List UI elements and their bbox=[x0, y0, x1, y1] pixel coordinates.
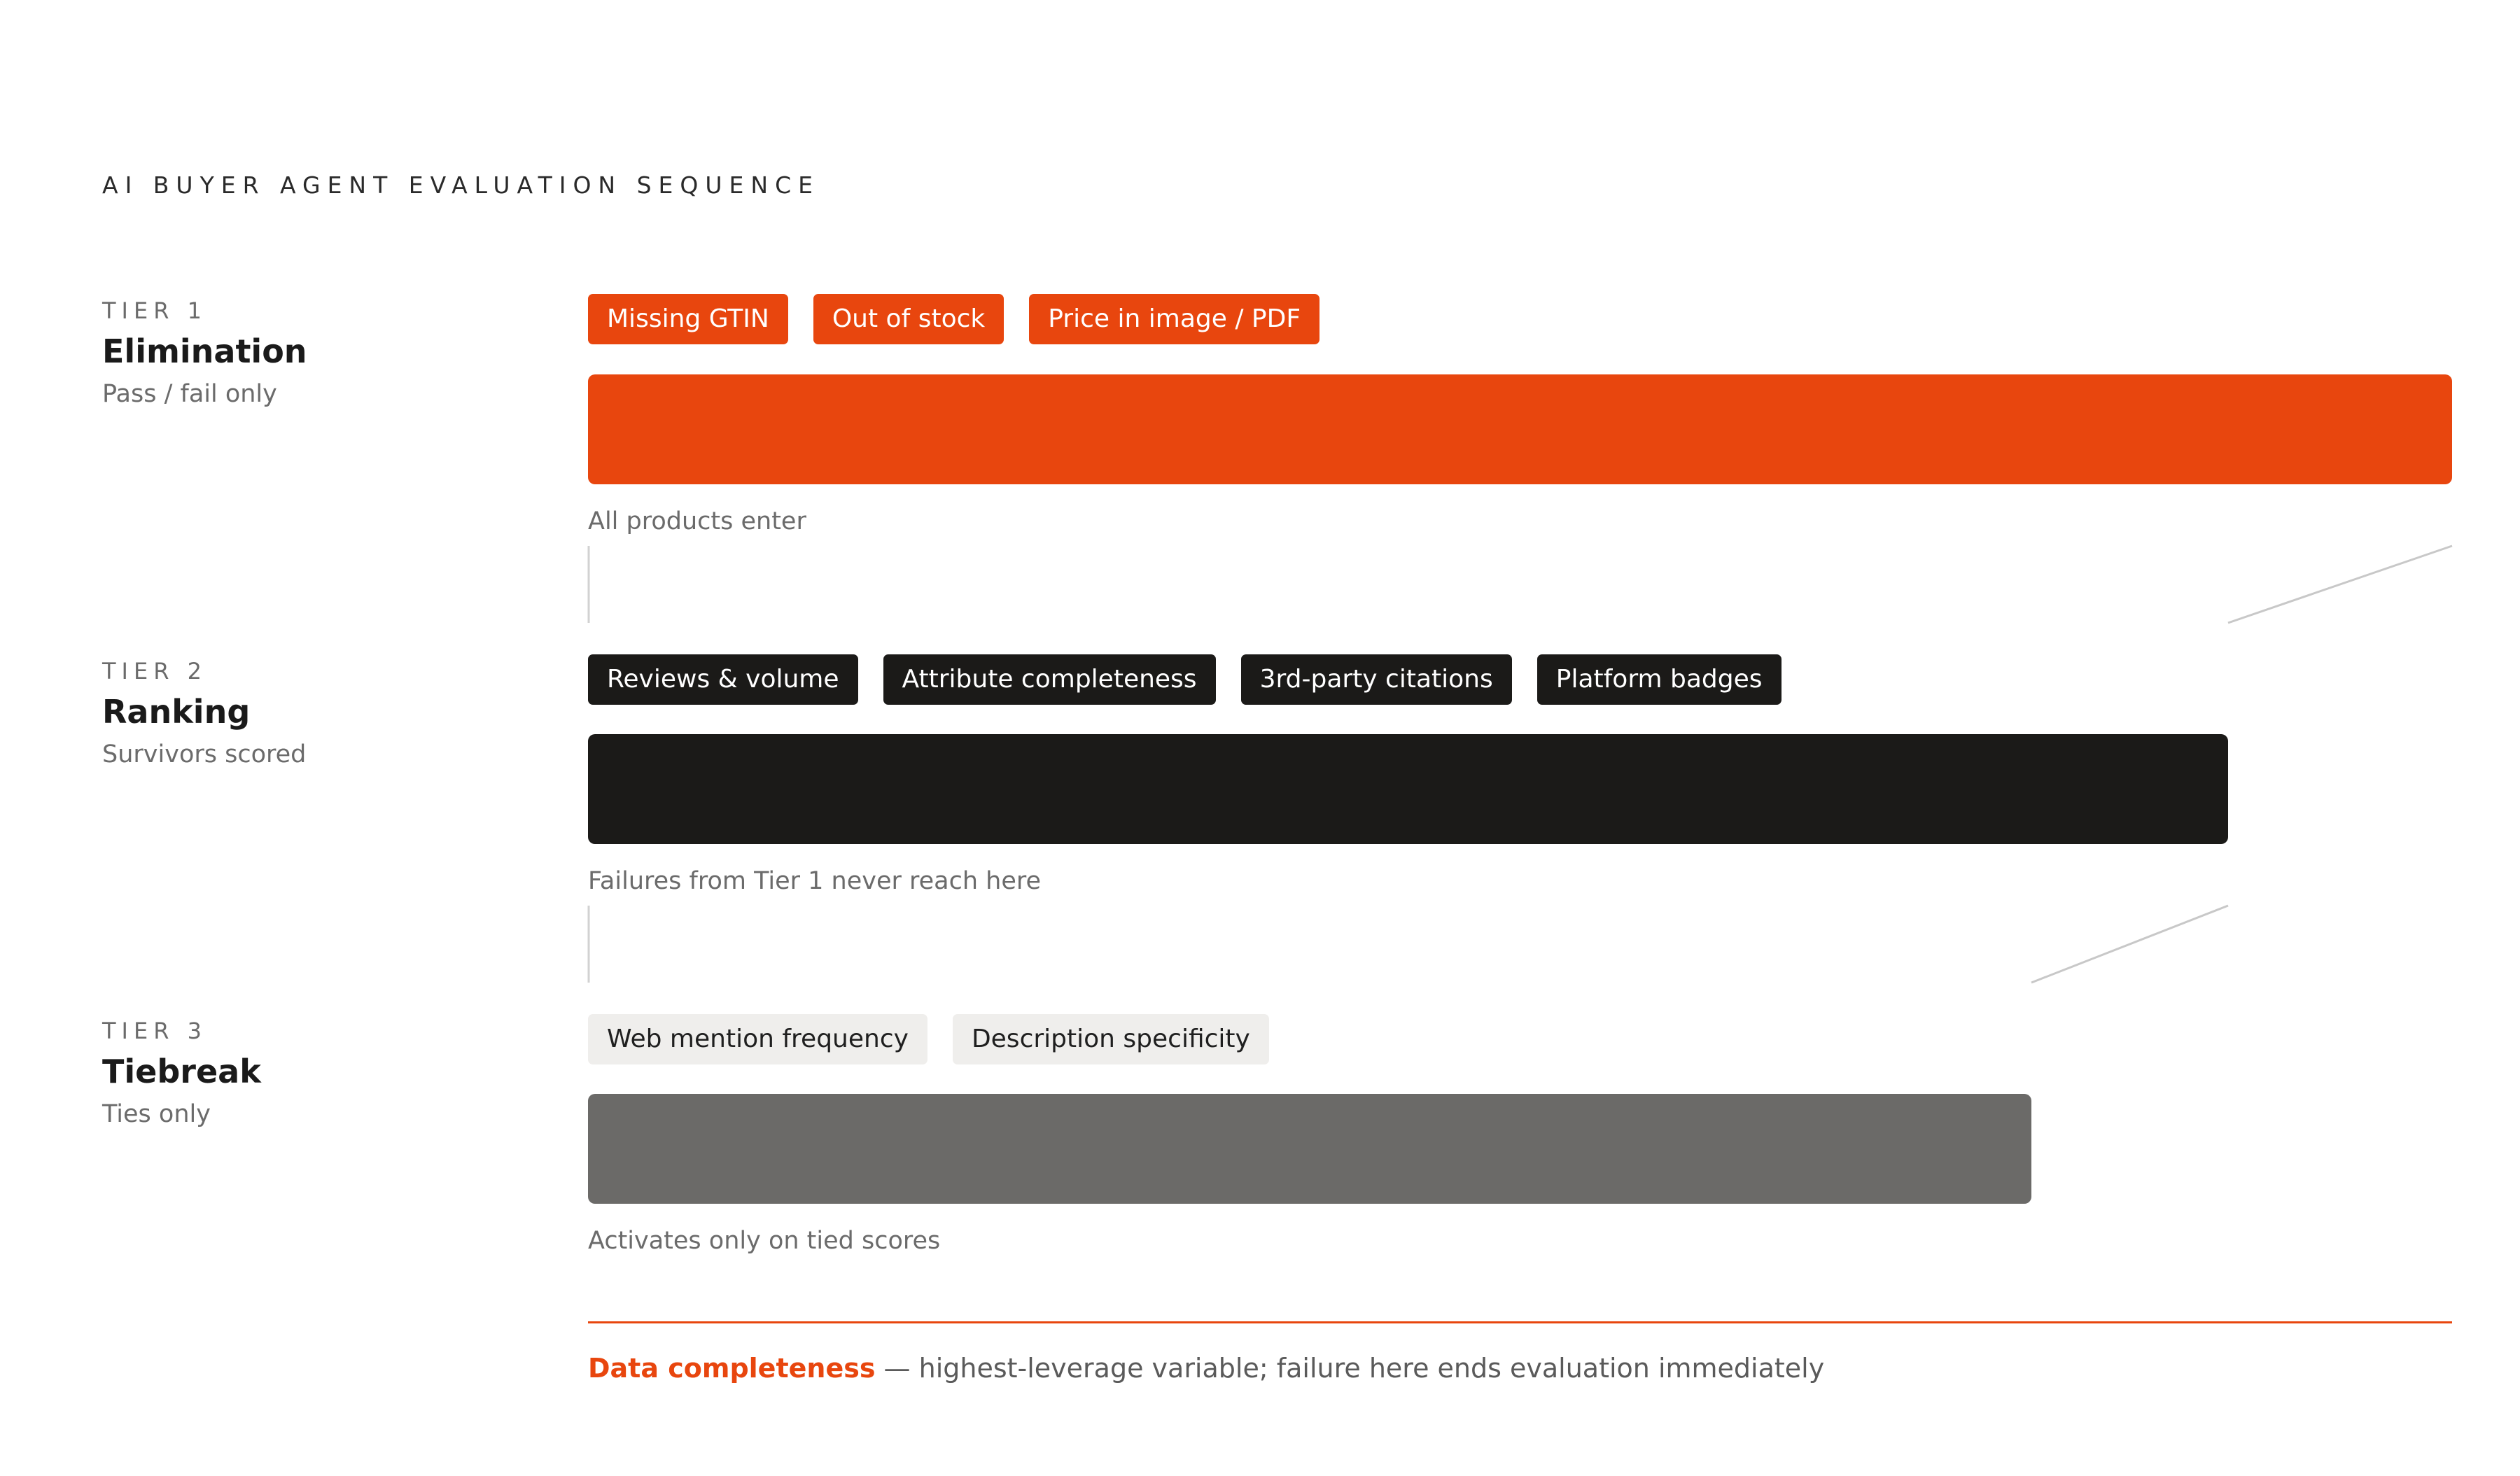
footer-text: — highest-leverage variable; failure here ends evaluation immediately bbox=[875, 1353, 1825, 1384]
tier-1-name: Elimination bbox=[102, 332, 307, 370]
tier-3-caption: Activates only on tied scores bbox=[588, 1227, 941, 1255]
chip-missing-gtin: Missing GTIN bbox=[588, 294, 788, 344]
tier-3-subtitle: Ties only bbox=[102, 1100, 211, 1128]
tier-2-subtitle: Survivors scored bbox=[102, 740, 307, 768]
chip-web-mention-frequency: Web mention frequency bbox=[588, 1014, 927, 1064]
tier-1-caption: All products enter bbox=[588, 507, 806, 535]
tier-1-subtitle: Pass / fail only bbox=[102, 380, 277, 408]
chip-third-party-citations: 3rd-party citations bbox=[1241, 654, 1512, 705]
footer-emphasis: Data completeness bbox=[588, 1353, 876, 1384]
chip-description-specificity: Description specificity bbox=[953, 1014, 1269, 1064]
tier-3-number: TIER 3 bbox=[102, 1018, 207, 1044]
tier-2-name: Ranking bbox=[102, 693, 251, 731]
chip-attribute-completeness: Attribute completeness bbox=[883, 654, 1216, 705]
diagram-title: AI BUYER AGENT EVALUATION SEQUENCE bbox=[102, 171, 820, 199]
connector-right-2 bbox=[2031, 906, 2228, 983]
tier-3-name: Tiebreak bbox=[102, 1053, 261, 1090]
chip-out-of-stock: Out of stock bbox=[813, 294, 1004, 344]
tier-1-number: TIER 1 bbox=[102, 297, 207, 324]
connector-right-1 bbox=[2228, 546, 2452, 623]
tier-2-caption: Failures from Tier 1 never reach here bbox=[588, 867, 1042, 895]
chip-reviews-volume: Reviews & volume bbox=[588, 654, 858, 705]
footer-note bbox=[588, 1353, 1824, 1384]
tier-2-number: TIER 2 bbox=[102, 658, 207, 684]
chip-price-in-image: Price in image / PDF bbox=[1029, 294, 1320, 344]
chip-platform-badges: Platform badges bbox=[1537, 654, 1782, 705]
footer-divider bbox=[588, 1321, 2452, 1323]
